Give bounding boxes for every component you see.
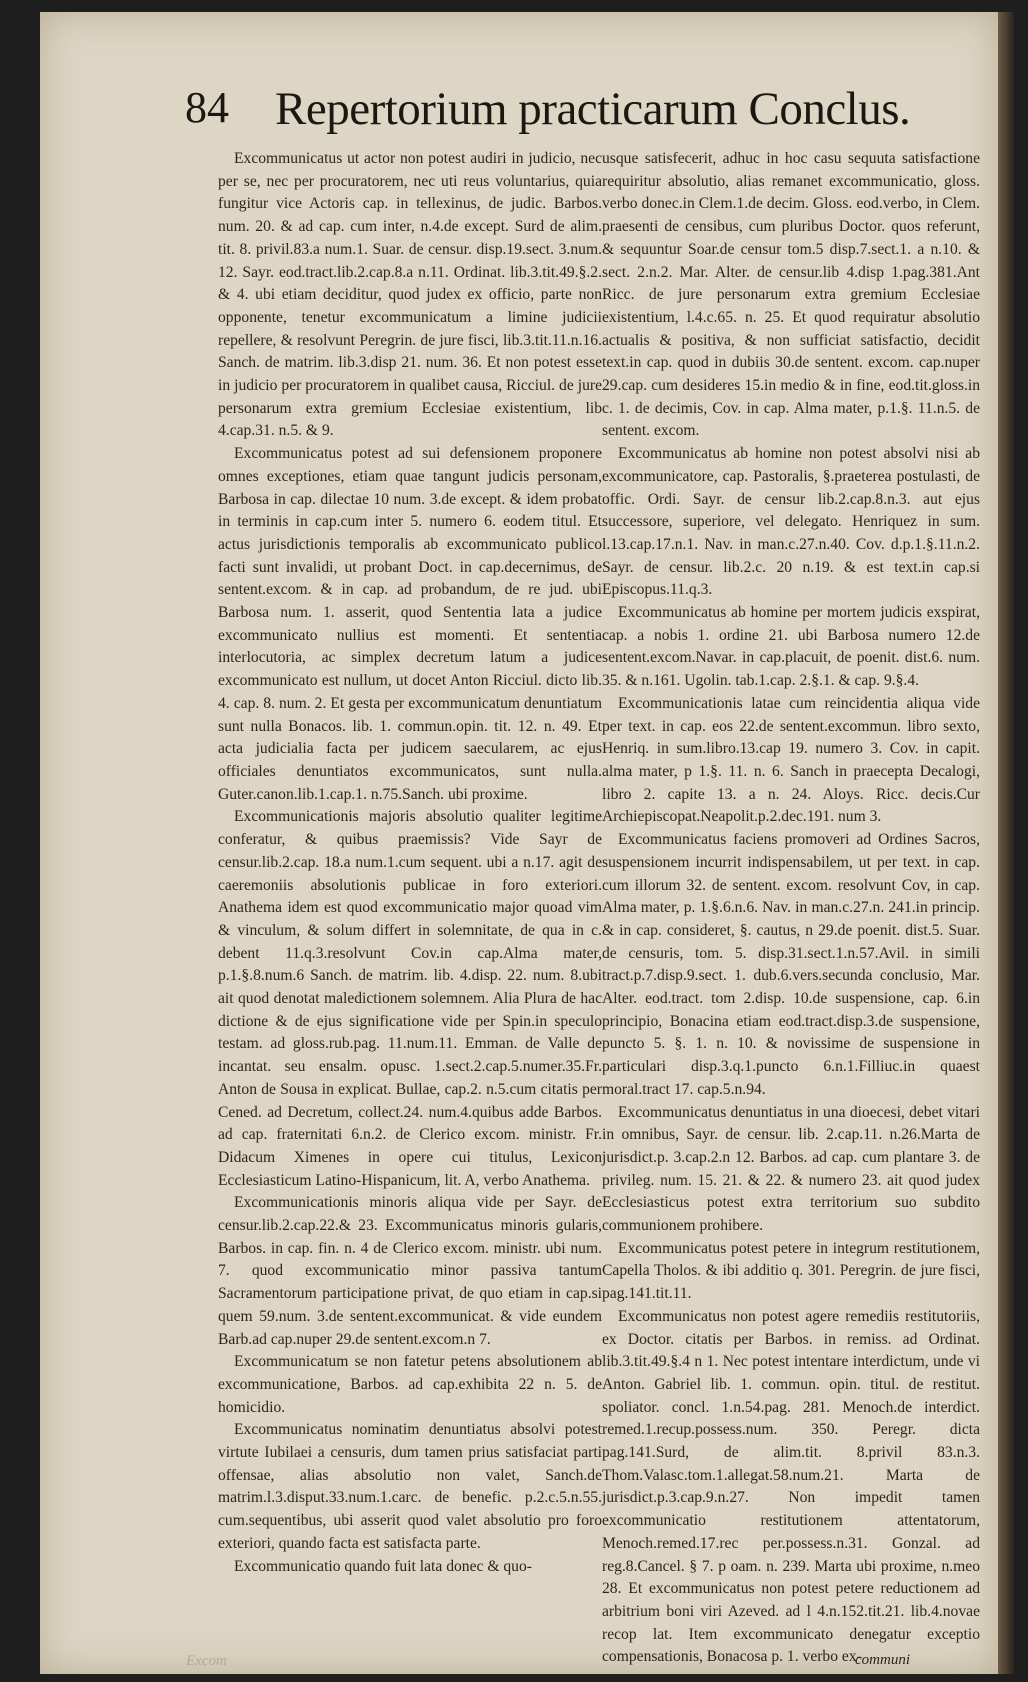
right-column	[602, 148, 980, 1669]
paragraph-reincidentia: Excommunicationis latae cum reincidentia aliqua vide per text. in cap. eos 22.de sentent.excommun. libro sexto, Henriq. in sum.libro.13.cap 19. numero 3. Cov. in capit. alma mater, p 1.§. 11. n. 6. Sanch in praecepta Decalogi, libro 2. capite 13. a n. 24. Aloys. Ricc. decis.Cur Archiepiscopat.Neapolit.p.2.dec.191. num 3.	[602, 694, 980, 826]
paragraph-denuntiatus-dioecesi: Excommunicatus denuntiatus in una dioecesi, debet vitari in omnibus, Sayr. de censur. lib. 2.cap.11. n.26.Marta de jurisdict.p. 3.cap.2.n 12. Barbos. ad cap. cum plantare 3. de privileg. num. 15. 21. & 22. & numero 23. ait quod judex Ecclesiasticus potest extra territorium suo subdito communionem prohibere.	[602, 1103, 980, 1235]
paragraph-majoris-absolutio: Excommunicationis majoris absolutio qualiter legitime conferatur, & quibus praemissis? Vide Sayr de censur.lib.2.cap. 18.a num.1.cum sequent. ubi a n.17. agit de caeremoniis absolutionis publicae in foro exteriori. Anathema idem est quod excommunicatio major quoad vim & vinculum, & solum differt in solemnitate, de qua in c. debent 11.q.3.resolvunt Cov.in cap.Alma mater, p.1.§.8.num.6 Sanch. de matrim. lib. 4.disp. 22. num. 8.ubi ait quod denotat maledictionem solemnem. Alia Plura de hac dictione & de ejus significatione vide per Spin.in speculo testam. ad gloss.rub.pag. 11.num.11. Emman. de Valle de incantat. seu ensalm. opusc. 1.sect.2.cap.5.numer.35.Fr. Anton de Sousa in explicat. Bullae, cap.2. n.5.cum citatis per Cened. ad Decretum, collect.24. num.4.quibus adde Barbos. ad cap. fraternitati 6.n.2. de Clerico excom. ministr. Fr. Didacum Ximenes in opere cui titulus, Lexicon Ecclesiasticum Latino-Hispanicum, lit. A, verbo Anathema.	[218, 808, 602, 1189]
paragraph-remediis-restitutoriis: Excommunicatus non potest agere remediis restitutoriis, ex Doctor. citatis per Barbos. in remiss. ad Ordinat. lib.3.tit.49.§.4 n 1. Nec potest intentare interdictum, unde vi Anton. Gabriel lib. 1. commun. opin. titul. de restitut. spoliator. concl. 1.n.54.pag. 281. Menoch.de interdict. remed.1.recup.possess.num. 350. Peregr. dicta pag.141.Surd, de alim.tit. 8.privil 83.n.3. Thom.Valasc.tom.1.allegat.58.num.21. Marta de jurisdict.p.3.cap.9.n.27. Non impedit tamen excommunicatio restitutionem attentatorum, Menoch.remed.17.rec per.possess.n.31. Gonzal. ad reg.8.Cancel. § 7. p oam. n. 239. Marta ubi proxime, n.meo 28. Et excommunicatus non potest petere reductionem ad arbitrium boni viri Azeved. ad l 4.n.152.tit.21. lib.4.novae recop lat. Item excommunicato denegatur exceptio compensationis, Bonacosa p. 1. verbo ex-	[602, 1307, 980, 1666]
page-header	[185, 82, 975, 142]
running-title: Repertorium practicarum Conclus.	[275, 83, 911, 135]
paragraph-ab-homine: Excommunicatus ab homine non potest absolvi nisi ab excommunicatore, cap. Pastoralis, §.praeterea postulasti, de offic. Ordi. Sayr. de censur lib.2.cap.8.n.3. aut ejus successore, superiore, vel delegato. Henriquez in sum. l.13.cap.17.n.1. Nav. in man.c.27.n.40. Cov. d.p.1.§.11.n.2. Sayr. de censur. lib.2.c. 20 n.19. & est text.in cap.si Episcopus.11.q.3.	[602, 445, 980, 599]
paragraph-minoris: Excommunicationis minoris aliqua vide per Sayr. de censur.lib.2.cap.22.& 23. Excommunicatus minoris gularis, Barbos. in cap. fin. n. 4 de Clerico excom. ministr. ubi num. 7. quod excommunicatio minor passiva tantum Sacramentorum participatione privat, de quo etiam in cap.si quem 59.num. 3.de sentent.excommunicat. & vide eundem Barb.ad cap.nuper 29.de sentent.excom.n 7.	[218, 1194, 602, 1348]
paragraph-excommunicatus-actor: Excommunicatus ut actor non potest audiri in judicio, nec per se, nec per procuratorem, nec uti reus voluntarius, quia fungitur vice Actoris cap. in tellexinus, de judic. Barbos. num. 20. & ad cap. cum inter, n.4.de except. Surd de alim. tit. 8. privil.83.a num.1. Suar. de censur. disp.19.sect. 3.num. 12. Sayr. eod.tract.lib.2.cap.8.a n.11. Ordinat. lib.3.tit.49.§.2. & 4. ubi etiam deciditur, quod judex ex officio, parte non opponente, tenetur excommunicatum a limine judicii repellere, & resolvunt Peregrin. de jure fisci, lib.3.tit.11.n.16. Sanch. de matrim. lib.3.disp 21. num. 36. Et non potest esse in judicio per procuratorem in qualibet causa, Ricciul. de jure personarum extra gremium Ecclesiae existentium, lib 4.cap.31. n.5. & 9.	[218, 150, 602, 440]
left-column	[218, 148, 602, 1578]
paragraph-lata-donec: Excommunicatio quando fuit lata donec & quo-	[234, 1557, 532, 1575]
paragraph-ordines-sacros: Excommunicatus faciens promoveri ad Ordines Sacros, suspensionem incurrit indispensabilem, ut per text. in cap. cum illorum 32. de sentent. excom. resolvunt Cov, in cap. Alma mater, p. 1.§.6.n.6. Nav. in man.c.27.n. 241.in princip. & in cap. consideret, §. cautus, n 29.de poenit. dist.5. Suar. de censuris, tom. 5. disp.31.sect.1.n.57.Avil. in simili tract.p.7.disp.9.sect. 1. dub.6.vers.secunda conclusio, Mar. Alter. eod.tract. tom 2.disp. 10.de suspensione, cap. 6.in principio, Bonacina etiam eod.tract.disp.3.de suspensione, puncto 5. §. 1. n. 10. & novissime de suspensione in particulari disp.3.q.1.puncto 6.n.1.Filliuc.in quaest moral.tract 17. cap.5.n.94.	[602, 831, 980, 1098]
book-page	[40, 12, 998, 1674]
catchword: communi	[855, 1652, 910, 1668]
paragraph-mortem-judicis: Excommunicatus ab homine per mortem judicis exspirat, cap. a nobis 1. ordine 21. ubi Barbosa numero 12.de sentent.excom.Navar. in cap.placuit, de poenit. dist.6. num. 35. & n.161. Ugolin. tab.1.cap. 2.§.1. & cap. 9.§.4.	[602, 604, 980, 690]
paragraph-integrum-restitutionem: Excommunicatus potest petere in integrum restitutionem, Capella Tholos. & ibi additio q. 301. Peregrin. de jure fisci, pag.141.tit.11.	[602, 1239, 980, 1303]
paragraph-defensionem: Excommunicatus potest ad sui defensionem proponere omnes exceptiones, etiam quae tangunt judicis personam, Barbosa in cap. dilectae 10 num. 3.de except. & idem probat in terminis in cap.cum inter 5. numero 6. eodem titul. Et actus jurisdictionis temporalis ab excommunicato publico facti sunt invalidi, ut probant Doct. in cap.decernimus, de sentent.excom. & in cap. ad probandum, de re jud. ubi Barbosa num. 1. asserit, quod Sententia lata a judice excommunicato nullius est momenti. Et sententia interlocutoria, ac simplex decretum latum a judice excommunicato est nullum, ut docet Anton Ricciul. dicto lib. 4. cap. 8. num. 2. Et gesta per excommunicatum denuntiatum sunt nulla Bonacos. lib. 1. commun.opin. tit. 12. n. 49. Et acta judicialia facta per judicem saecularem, ac ejus officiales denuntiatos excommunicatos, sunt nulla. Guter.canon.lib.1.cap.1. n.75.Sanch. ubi proxime.	[218, 445, 602, 803]
bleed-through-mark: Excom	[186, 1653, 227, 1669]
paragraph-petens-absolutionem: Excommunicatum se non fatetur petens absolutionem ab excommunicatione, Barbos. ad cap.exhibita 22 n. 5. de homicidio.	[218, 1353, 602, 1416]
page-number: 84	[185, 83, 229, 132]
paragraph-iubilaei: Excommunicatus nominatim denuntiatus absolvi potest virtute Iubilaei a censuris, dum tamen prius satisfaciat parti offensae, alias absolutio non valet, Sanch.de matrim.l.3.disput.33.num.1.carc. de benefic. p.2.c.5.n.55. cum.sequentibus, ubi asserit quod valet absolutio pro foro exteriori, quando facta est satisfacta parte.	[218, 1421, 602, 1552]
paragraph-satisfecerit: usque satisfecerit, adhuc in hoc casu sequuta satisfactione requiritur absolutio, alias remanet excommunicatio, gloss. verbo donec.in Clem.1.de decim. Gloss. eod.verbo, in Clem. praesenti de censibus, cum pluribus Doctor. quos referunt, & sequuntur Soar.de censur tom.5 disp.7.sect.1. a n.10. & sect. 2.n.2. Mar. Alter. de censur.lib 4.disp 1.pag.381.Ant Ricc. de jure personarum extra gremium Ecclesiae existentium, l.4.c.65. n. 25. Et quod requiratur absolutio actualis & positiva, & non sufficiat satisfactio, decidit text.in cap. quod in dubiis 30.de sentent. excom. cap.nuper 29.cap. cum desideres 15.in medio & in fine, eod.tit.gloss.in c. 1. de decimis, Cov. in cap. Alma mater, p.1.§. 11.n.5. de sentent. excom.	[602, 150, 980, 440]
